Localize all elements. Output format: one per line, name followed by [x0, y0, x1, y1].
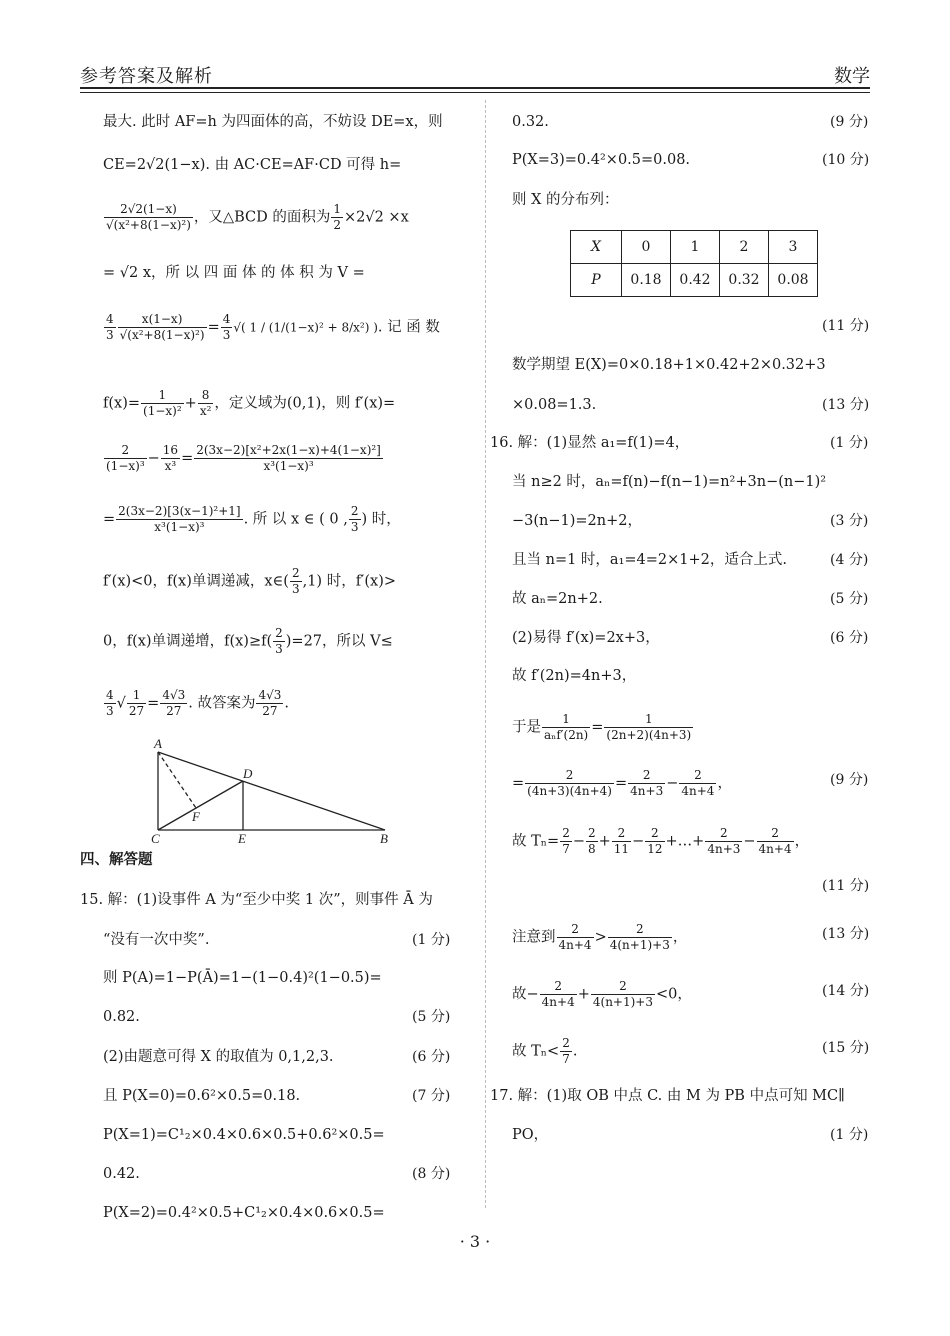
table-cell: P [571, 264, 622, 297]
right-score-11: (11 分) [822, 318, 870, 334]
q16-line-2: 当 n≥2 时，aₙ=f(n)−f(n−1)=n²+3n−(n−1)² [512, 474, 827, 490]
label-E: E [238, 831, 246, 846]
right-score-13: (13 分) [822, 397, 870, 413]
q16-line-8: 于是 $\frac{1}{\text{aₙf′(2n)}}$ = $\frac{1}{(2n+2)(4n+3)}$ [512, 712, 692, 742]
header-rule-thin [80, 92, 870, 93]
table-row [571, 231, 818, 264]
q16-line-4: 且当 n=1 时，a₁=4=2×1+2，适合上式. [512, 552, 787, 568]
q16-line-12: 故− $\frac{2}{4n+4}$ + $\frac{2}{4(n+1)+3}$ <0， [512, 979, 692, 1009]
header-subject: 数学 [834, 66, 870, 87]
q15-line-8: 0.42. [103, 1166, 140, 1182]
table-cell: 3 [769, 231, 818, 264]
q15-score-6: (6 分) [412, 1049, 451, 1065]
label-B: B [380, 831, 388, 846]
q15-line-7: P(X=1)=C¹₂×0.4×0.6×0.5+0.6²×0.5= [103, 1127, 385, 1143]
q16-line-10: 故 Tₙ= $\frac{2}{7}$ − $\frac{2}{8}$ + $\frac{2}{11}$ − $\frac{2}{12}$ +…+ $\frac{2}{4n+3}$ − $\frac{2}{4n+4}$ ， [512, 826, 810, 856]
q16-score-15: (15 分) [822, 1040, 870, 1056]
table-cell: 0.18 [622, 264, 671, 297]
q15-score-5: (5 分) [412, 1009, 451, 1025]
q16-score-9: (9 分) [830, 772, 869, 788]
q16-line-1: 16. 解：(1)显然 a₁=f(1)=4， [490, 435, 690, 451]
label-D: D [243, 766, 253, 781]
segment-AF-dashed [158, 752, 196, 808]
q15-line-5: (2)由题意可得 X 的取值为 0,1,2,3. [103, 1049, 334, 1065]
q17-score-1: (1 分) [830, 1127, 869, 1143]
right-score-10: (10 分) [822, 152, 870, 168]
sqrt-expression: √( 1 / (1/(1−x)² + 8/x²) ) [233, 320, 378, 335]
left-line-9: f′(x)<0，f(x)单调递减，x∈( $\frac{2}{3}$ ,1) 时，f′(x)> [103, 566, 396, 596]
header-left-title: 参考答案及解析 [80, 66, 213, 87]
table-cell: 0 [622, 231, 671, 264]
q16-line-11: 注意到 $\frac{2}{4n+4}$ > $\frac{2}{4(n+1)+3}$ ， [512, 922, 688, 952]
left-line-3: $\frac{2√2(1-x)}{\text{√(x²+8(1−x)²)}}$ ，又△BCD 的面积为 $\frac{1}{2}$ ×2√2 ×x [106, 202, 409, 232]
q15-score-1: (1 分) [412, 932, 451, 948]
fraction-derivative: $\frac{\text{2(3x−2)[x²+2x(1−x)+4(1−x)²]}}{\text{x³(1−x)³}}$ [196, 443, 381, 473]
q15-line-9: P(X=2)=0.4²×0.5+C¹₂×0.4×0.6×0.5= [103, 1205, 385, 1221]
label-A: A [154, 736, 162, 751]
left-line-4: = √2 x，所 以 四 面 体 的 体 积 为 V = [103, 265, 365, 281]
q15-score-8: (8 分) [412, 1166, 451, 1182]
q15-line-4: 0.82. [103, 1009, 140, 1025]
q16-score-5: (5 分) [830, 591, 869, 607]
left-line-7: $\frac{2}{\text{(1−x)³}}$ − $\frac{16}{\text{x³}}$ = $\frac{\text{2(3x−2)[x²+2x(1−x)+4(1−x)²]}}{\text{x³(1−x)³}}$ [106, 443, 381, 473]
left-line-10: 0，f(x)单调递增，f(x)≥f( $\frac{2}{3}$ )=27，所以 V≤ [103, 626, 393, 656]
left-line-11: $\frac{4}{3}$ √ $\frac{1}{27}$ = $\frac{4√3}{27}$ . 故答案为 $\frac{4√3}{27}$ . [106, 688, 289, 718]
left-line-6: f(x)= $\frac{1}{\text{(1−x)²}}$ + $\frac{8}{\text{x²}}$ ，定义域为(0,1)，则 f′(x)= [103, 388, 396, 418]
right-line-1: 0.32. [512, 114, 549, 130]
q16-score-1: (1 分) [830, 435, 869, 451]
q16-score-14: (14 分) [822, 983, 870, 999]
table-cell: 2 [720, 231, 769, 264]
q16-score-11: (11 分) [822, 878, 870, 894]
section-heading: 四、解答题 [80, 851, 153, 868]
final-answer: $\frac{4√3}{27}$ [258, 688, 282, 718]
q15-line-6: 且 P(X=0)=0.6²×0.5=0.18. [103, 1088, 301, 1104]
table-cell: X [571, 231, 622, 264]
left-line-2: CE=2√2(1−x). 由 AC·CE=AF·CD 可得 h= [103, 157, 402, 173]
q16-score-6: (6 分) [830, 630, 869, 646]
triangle-figure [140, 732, 400, 847]
q16-line-5: 故 aₙ=2n+2. [512, 591, 603, 607]
left-line-1: 最大. 此时 AF=h 为四面体的高，不妨设 DE=x，则 [103, 114, 443, 130]
q15-line-3: 则 P(A)=1−P(Ā)=1−(1−0.4)²(1−0.5)= [103, 970, 382, 986]
table-cell: 0.42 [671, 264, 720, 297]
q16-line-7: 故 f′(2n)=4n+3， [512, 668, 637, 684]
label-F: F [192, 809, 200, 824]
q16-score-3: (3 分) [830, 513, 869, 529]
fraction-half: $\frac{1}{2}$ [333, 202, 341, 232]
table-cell: 0.08 [769, 264, 818, 297]
q16-line-9: = $\frac{2}{(4n+3)(4n+4)}$ = $\frac{2}{4n+3}$ − $\frac{2}{4n+4}$ ， [512, 768, 732, 798]
q16-line-13: 故 Tₙ< $\frac{2}{7}$ . [512, 1036, 578, 1066]
table-cell: 0.32 [720, 264, 769, 297]
table-row [571, 264, 818, 297]
q16-line-6: (2)易得 f′(x)=2x+3， [512, 630, 660, 646]
q15-line-2: “没有一次中奖”. [103, 932, 210, 948]
header-rule-thick [80, 87, 870, 89]
q17-line-2: PO， [512, 1127, 549, 1143]
distribution-table [570, 230, 818, 297]
page-number: · 3 · [459, 1232, 491, 1251]
q15-score-7: (7 分) [412, 1088, 451, 1104]
label-C: C [151, 831, 160, 846]
left-line-5: $\frac{4}{3}$ $\frac{x(1-x)}{\text{√(x²+8(1−x)²)}}$ = $\frac{4}{3}$ √( 1 / (1/(1−x)² + 8/x²) ). 记 函 数 [106, 312, 440, 342]
left-line-8: = $\frac{\text{2(3x−2)[3(x−1)²+1]}}{\text{x³(1−x)³}}$ . 所 以 x ∈ ( 0 , $\frac{2}{3}$ ) 时， [103, 504, 401, 534]
q16-score-13: (13 分) [822, 926, 870, 942]
q17-line-1: 17. 解：(1)取 OB 中点 C. 由 M 为 PB 中点可知 MC∥ [490, 1088, 845, 1104]
fraction-volume: $\frac{x(1-x)}{\text{√(x²+8(1−x)²)}}$ [119, 312, 205, 342]
q15-line-1: 15. 解：(1)设事件 A 为“至少中奖 1 次”，则事件 Ā 为 [80, 892, 433, 908]
q16-score-4: (4 分) [830, 552, 869, 568]
right-line-3: 则 X 的分布列： [512, 192, 619, 208]
right-line-6: ×0.08=1.3. [512, 397, 597, 413]
right-line-2: P(X=3)=0.4²×0.5=0.08. [512, 152, 691, 168]
fraction-h: $\frac{2√2(1-x)}{\text{√(x²+8(1−x)²)}}$ [106, 202, 191, 232]
table-cell: 1 [671, 231, 720, 264]
right-line-5: 数学期望 E(X)=0×0.18+1×0.42+2×0.32+3 [512, 357, 826, 373]
q16-line-3: −3(n−1)=2n+2， [512, 513, 642, 529]
right-score-9: (9 分) [830, 114, 869, 130]
segment-CD [158, 781, 243, 830]
column-divider [485, 100, 486, 1208]
